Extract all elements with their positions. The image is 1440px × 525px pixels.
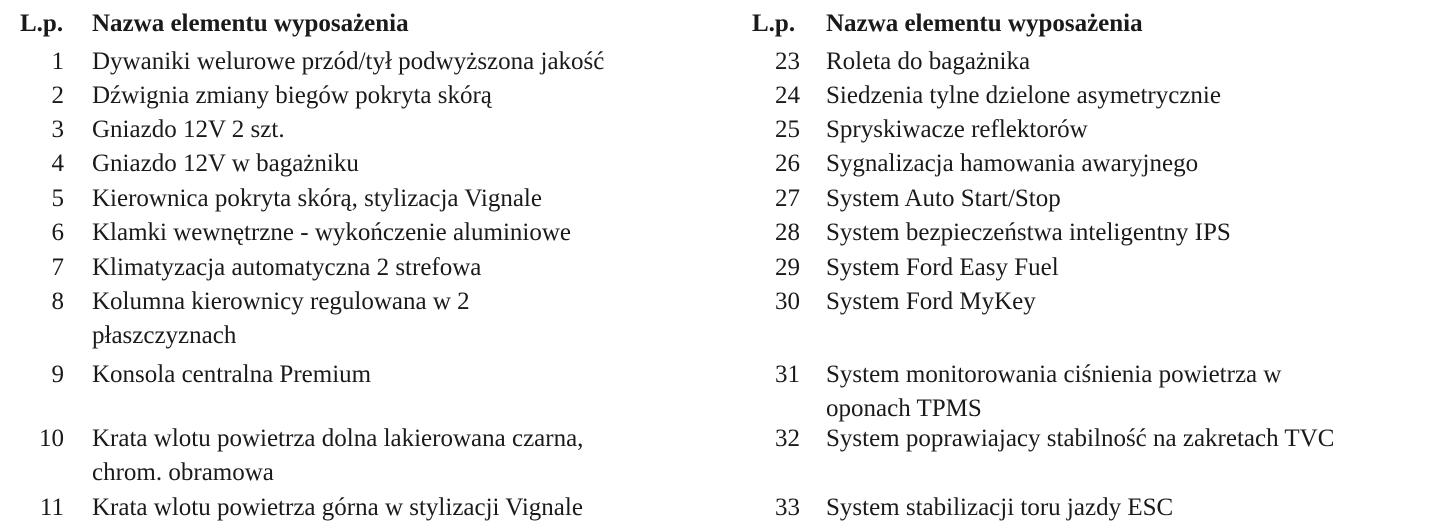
row-number: 24 [775, 82, 800, 109]
row-number: 1 [51, 48, 64, 75]
row-text: Konsola centralna Premium [92, 361, 372, 388]
row-number: 7 [51, 254, 64, 281]
row-number: 4 [51, 150, 64, 177]
row-text: Siedzenia tylne dzielone asymetrycznie [826, 82, 1221, 109]
row-number: 30 [775, 288, 800, 315]
row-text: Klimatyzacja automatyczna 2 strefowa [92, 254, 482, 281]
row-text: System poprawiajacy stabilność na zakretach TVC [826, 425, 1335, 452]
column-header-name: Nazwa elementu wyposażenia [826, 10, 1143, 37]
row-number: 31 [775, 361, 800, 388]
row-number: 11 [39, 494, 64, 521]
row-number: 6 [51, 219, 64, 246]
row-text: Krata wlotu powietrza dolna lakierowana czarna, chrom. obramowa [92, 425, 584, 486]
row-number: 9 [51, 361, 64, 388]
row-number: 32 [775, 425, 800, 452]
row-text: System Ford Easy Fuel [826, 254, 1059, 281]
row-number: 8 [51, 288, 64, 315]
row-number: 28 [775, 219, 800, 246]
row-number: 33 [775, 494, 800, 521]
row-text: Gniazdo 12V 2 szt. [92, 116, 285, 143]
row-text: Gniazdo 12V w bagażniku [92, 150, 359, 177]
row-number: 10 [39, 425, 64, 452]
row-number: 29 [775, 254, 800, 281]
row-text: System Auto Start/Stop [826, 185, 1061, 212]
row-text: Spryskiwacze reflektorów [826, 116, 1088, 143]
row-text: Kolumna kierownicy regulowana w 2 płaszczyznach [92, 288, 470, 349]
row-text: System stabilizacji toru jazdy ESC [826, 494, 1174, 521]
row-text: Krata wlotu powietrza górna w stylizacji Vignale [92, 494, 583, 521]
column-header-lp: L.p. [752, 10, 796, 37]
row-text: Roleta do bagażnika [826, 48, 1031, 75]
row-number: 2 [51, 82, 64, 109]
row-text: Klamki wewnętrzne - wykończenie aluminiowe [92, 219, 571, 246]
row-text: Kierownica pokryta skórą, stylizacja Vignale [92, 185, 542, 212]
row-text: System bezpieczeństwa inteligentny IPS [826, 219, 1231, 246]
row-number: 5 [51, 185, 64, 212]
column-header-lp: L.p. [20, 10, 64, 37]
row-text: System Ford MyKey [826, 288, 1036, 315]
row-text: Sygnalizacja hamowania awaryjnego [826, 150, 1199, 177]
row-text: Dźwignia zmiany biegów pokryta skórą [92, 82, 492, 109]
row-number: 23 [775, 48, 800, 75]
row-number: 25 [775, 116, 800, 143]
row-text: System monitorowania ciśnienia powietrza w oponach TPMS [826, 361, 1282, 422]
row-number: 3 [51, 116, 64, 143]
row-number: 27 [775, 185, 800, 212]
column-header-name: Nazwa elementu wyposażenia [92, 10, 409, 37]
row-text: Dywaniki welurowe przód/tył podwyższona jakość [92, 48, 605, 75]
row-number: 26 [775, 150, 800, 177]
